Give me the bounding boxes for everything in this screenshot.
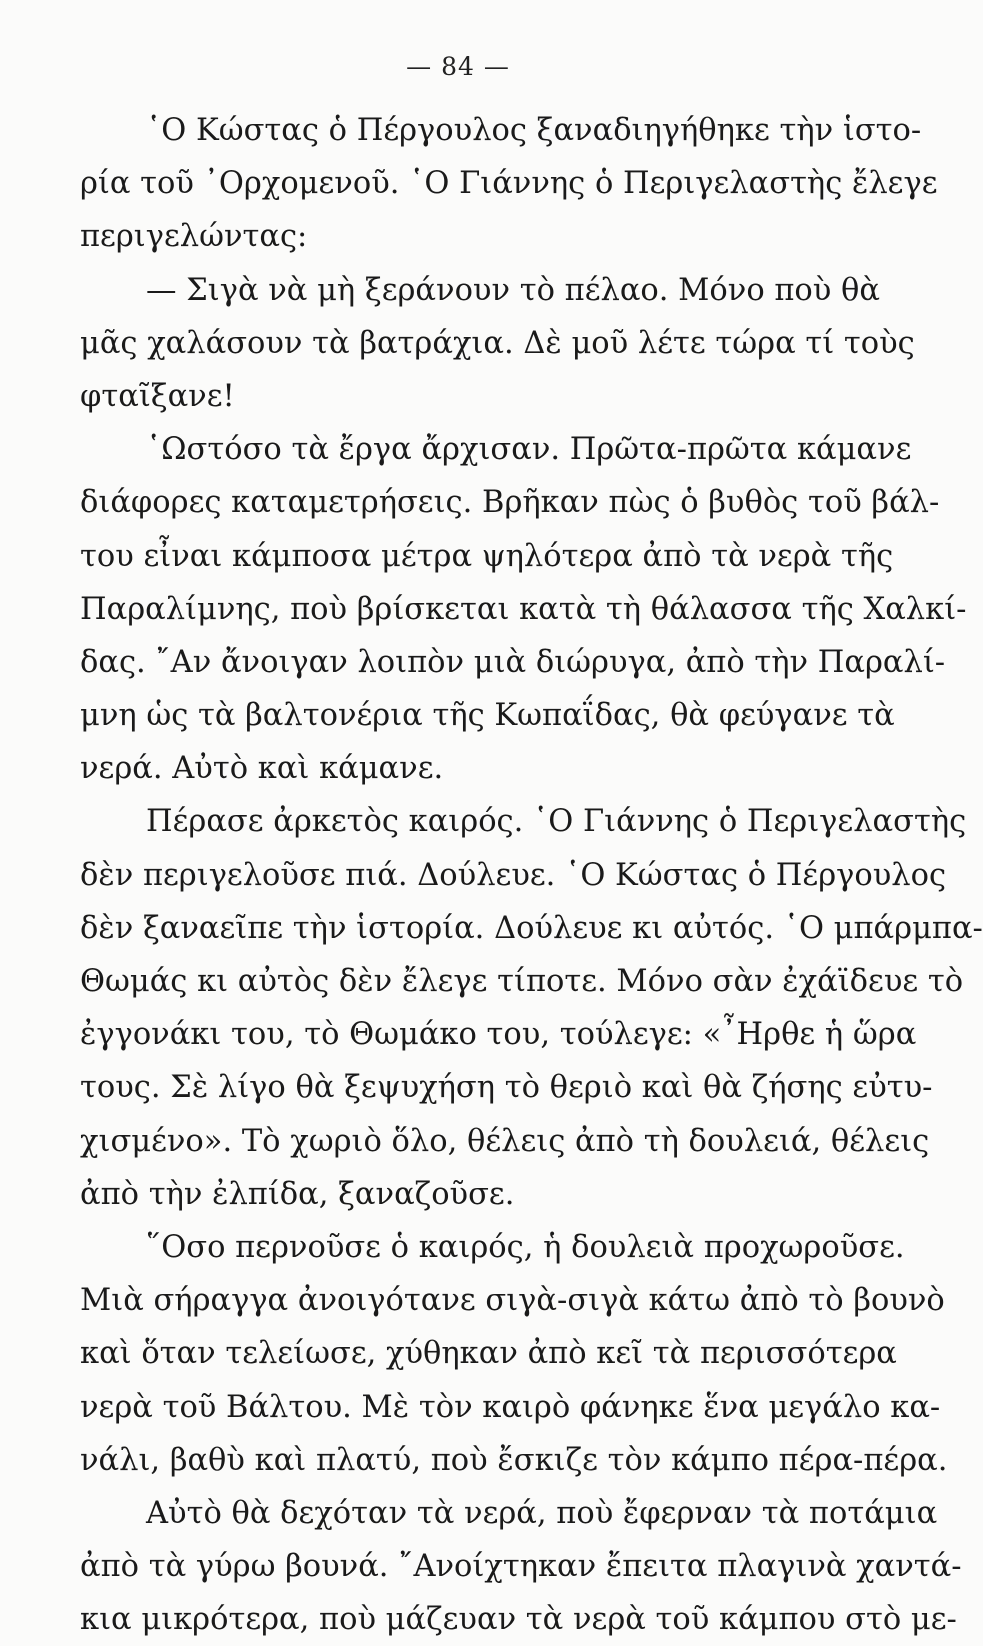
text-line: νάλι, βαθὺ καὶ πλατύ, ποὺ ἔσκιζε τὸν κάμπο πέρα-πέρα.	[80, 1442, 948, 1478]
text-line: ἀπὸ τὴν ἐλπίδα, ξαναζοῦσε.	[80, 1176, 515, 1212]
text-line: κια μικρότερα, ποὺ μάζευαν τὰ νερὰ τοῦ κάμπου στὸ με-	[80, 1602, 957, 1638]
text-line: Παραλίμνης, ποὺ βρίσκεται κατὰ τὴ θάλασσα τῆς Χαλκί-	[80, 591, 967, 627]
body-text	[80, 104, 983, 1646]
text-line: ῞Οσο περνοῦσε ὁ καιρός, ἡ δουλειὰ προχωροῦσε.	[146, 1229, 905, 1265]
text-line: ἐγγονάκι του, τὸ Θωμάκο του, τούλεγε: «῏Ηρθε ἡ ὥρα	[80, 1017, 917, 1053]
text-line: Θωμάς κι αὐτὸς δὲν ἔλεγε τίποτε. Μόνο σὰν ἐχάϊδευε τὸ	[80, 964, 964, 999]
text-line: νερά. Αὐτὸ καὶ κάμανε.	[80, 751, 444, 787]
page-number: — 84 —	[406, 52, 510, 81]
text-line: ῾Ο Κώστας ὁ Πέργουλος ξαναδιηγήθηκε τὴν ἱστο-	[146, 113, 922, 148]
text-line: χισμένο». Τὸ χωριὸ ὅλο, θέλεις ἀπὸ τὴ δουλειά, θέλεις	[80, 1123, 930, 1159]
text-line: φταῖξανε!	[80, 378, 235, 414]
text-line: ῾Ωστόσο τὰ ἔργα ἄρχισαν. Πρῶτα-πρῶτα κάμανε	[146, 432, 912, 468]
text-line: ἀπὸ τὰ γύρω βουνά. ῎Ανοίχτηκαν ἔπειτα πλαγινὰ χαντά-	[80, 1549, 962, 1585]
text-line: μᾶς χαλάσουν τὰ βατράχια. Δὲ μοῦ λέτε τώρα τί τοὺς	[80, 325, 915, 361]
text-line: δὲν περιγελοῦσε πιά. Δούλευε. ῾Ο Κώστας ὁ Πέργουλος	[80, 857, 947, 893]
text-line: του εἶναι κάμποσα μέτρα ψηλότερα ἀπὸ τὰ νερὰ τῆς	[80, 538, 894, 574]
text-line: — Σιγὰ νὰ μὴ ξεράνουν τὸ πέλαο. Μόνο ποὺ θὰ	[146, 272, 880, 308]
text-line: Μιὰ σήραγγα ἀνοιγότανε σιγὰ-σιγὰ κάτω ἀπὸ τὸ βουνὸ	[80, 1283, 945, 1319]
text-line: δας. ῎Αν ἄνοιγαν λοιπὸν μιὰ διώρυγα, ἀπὸ τὴν Παραλί-	[80, 644, 946, 680]
text-line: διάφορες καταμετρήσεις. Βρῆκαν πὼς ὁ βυθὸς τοῦ βάλ-	[80, 485, 940, 521]
text-line: περιγελώντας:	[80, 219, 308, 255]
text-line: τους. Σὲ λίγο θὰ ξεψυχήση τὸ θεριὸ καὶ θὰ ζήσης εὐτυ-	[80, 1070, 933, 1106]
text-line: Πέρασε ἀρκετὸς καιρός. ῾Ο Γιάννης ὁ Περιγελαστὴς	[146, 804, 967, 840]
text-line: δὲν ξαναεῖπε τὴν ἱστορία. Δούλευε κι αὐτός. ῾Ο μπάρμπα-	[80, 910, 983, 946]
text-line: καὶ ὅταν τελείωσε, χύθηκαν ἀπὸ κεῖ τὰ περισσότερα	[80, 1336, 897, 1372]
text-line: μνη ὡς τὰ βαλτονέρια τῆς Κωπαΐδας, θὰ φεύγανε τὰ	[80, 698, 895, 734]
text-line: νερὰ τοῦ Βάλτου. Μὲ τὸν καιρὸ φάνηκε ἕνα μεγάλο κα-	[80, 1389, 941, 1425]
text-line: Αὐτὸ θὰ δεχόταν τὰ νερά, ποὺ ἔφερναν τὰ ποτάμια	[146, 1495, 938, 1531]
text-line: ρία τοῦ ᾿Ορχομενοῦ. ῾Ο Γιάννης ὁ Περιγελαστὴς ἔλεγε	[80, 166, 938, 202]
